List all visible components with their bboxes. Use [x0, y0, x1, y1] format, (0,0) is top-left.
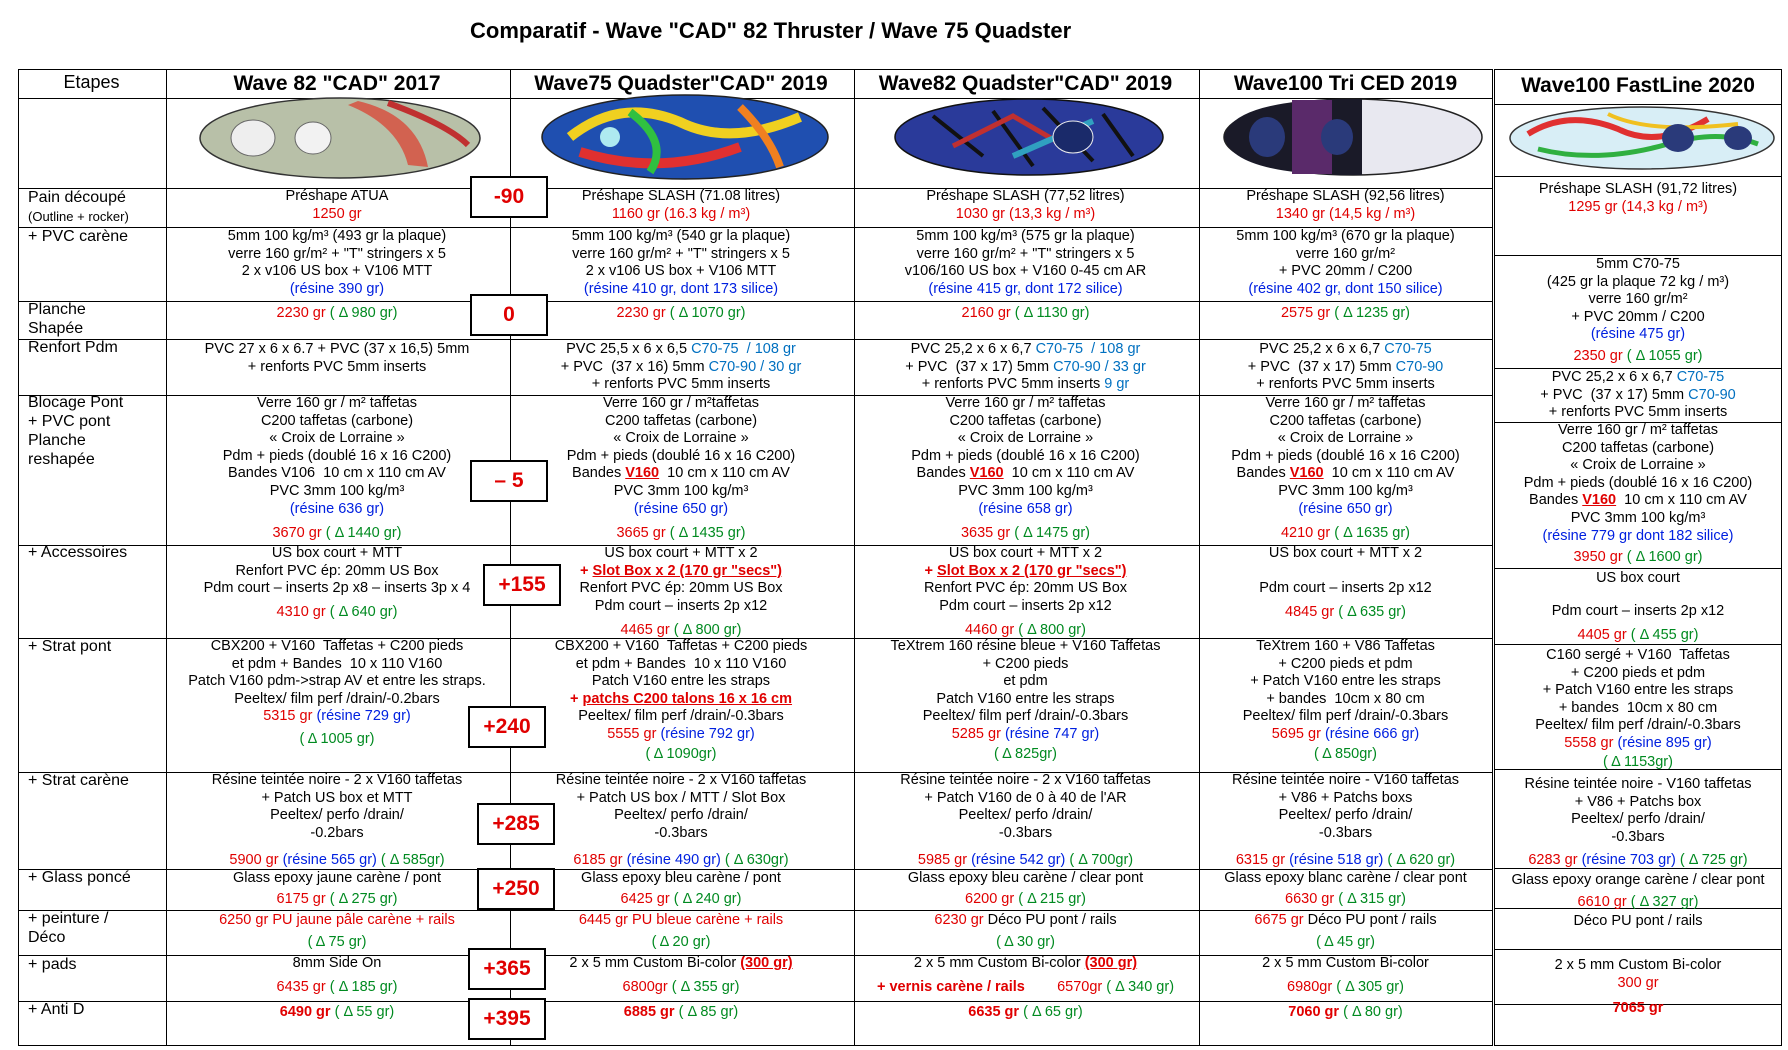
c3-stratpont-delta: ( Δ 825gr) — [994, 746, 1057, 762]
c2-peinture: 6445 gr PU bleue carène + rails — [578, 912, 784, 928]
c2-stratpont-delta: ( Δ 1090gr) — [645, 746, 717, 762]
board-image-1 — [198, 95, 482, 181]
c4-pain: Préshape SLASH (92,56 litres) 1340 gr (14,5 kg / m³) — [1246, 188, 1445, 222]
c5-stratcarene-weight: 6283 gr (résine 703 gr) ( Δ 725 gr) — [1528, 852, 1748, 868]
c4-peinture-delta: ( Δ 45 gr) — [1316, 934, 1375, 950]
c3-pads-weight: + vernis carène / rails 6570gr ( Δ 340 gr) — [876, 979, 1175, 995]
board-image-2 — [540, 92, 830, 182]
c2-antid: 6885 gr ( Δ 85 gr) — [623, 1004, 739, 1020]
c1-peinture-delta: ( Δ 75 gr) — [307, 934, 367, 950]
c5-antid: 7065 gr — [1612, 1000, 1664, 1016]
c5-accessoires-weight: 4405 gr ( Δ 455 gr) — [1577, 627, 1699, 643]
c3-blocage: Verre 160 gr / m² taffetas C200 taffetas (carbone) « Croix de Lorraine » Pdm + pieds (doublé 16 x 16 C200) Bandes V160 10 cm x 110 cm AV PVC 3mm 100 kg/m³ (résine 658 gr) — [911, 395, 1140, 517]
c5-glass-weight: 6610 gr ( Δ 327 gr) — [1577, 894, 1699, 910]
delta-glass: +250 — [477, 868, 555, 910]
delta-accessoires: +155 — [483, 564, 561, 606]
c5-pads: 2 x 5 mm Custom Bi-color 300 gr — [1554, 957, 1722, 991]
label-stratcarene: + Strat carène — [28, 772, 129, 789]
c2-glass: Glass epoxy bleu carène / pont — [581, 870, 781, 886]
label-stratpont: + Strat pont — [28, 638, 112, 655]
c5-pvc: 5mm C70-75 (425 gr la plaque 72 kg / m³) verre 160 gr/m² + PVC 20mm / C200 (résine 475 gr) — [1546, 256, 1730, 343]
header-etapes: Etapes — [63, 72, 120, 92]
c4-pvc: 5mm 100 kg/m³ (670 gr la plaque) verre 160 gr/m² + PVC 20mm / C200 (résine 402 gr, dont 150 silice) — [1236, 228, 1455, 297]
c2-pvc: 5mm 100 kg/m³ (540 gr la plaque) verre 160 gr/m² + "T" stringers x 5 2 x v106 US box + V106 MTT (résine 410 gr, dont 173 silice) — [571, 228, 791, 297]
c5-renfort: PVC 25,2 x 6 x 6,7 C70-75 + PVC (37 x 17) 5mm C70-90 + renforts PVC 5mm inserts — [1540, 369, 1736, 421]
c4-renfort: PVC 25,2 x 6 x 6,7 C70-75 + PVC (37 x 17) 5mm C70-90 + renforts PVC 5mm inserts — [1247, 341, 1444, 393]
c3-accessoires: US box court + MTT x 2 + Slot Box x 2 (170 gr "secs") Renfort PVC ép: 20mm US Box Pdm court – inserts 2p x12 — [923, 545, 1128, 614]
c5-accessoires-inserts: Pdm court – inserts 2p x12 — [1551, 603, 1725, 619]
delta-stratpont: +240 — [468, 706, 546, 748]
c4-stratpont-delta: ( Δ 850gr) — [1314, 746, 1377, 762]
c4-accessoires-inserts: Pdm court – inserts 2p x12 — [1259, 580, 1432, 596]
c1-glass-weight: 6175 gr ( Δ 275 gr) — [276, 891, 398, 907]
c1-pain: Préshape ATUA 1250 gr — [285, 188, 389, 222]
c4-accessoires-weight: 4845 gr ( Δ 635 gr) — [1285, 604, 1406, 620]
c5-stratcarene: Résine teintée noire - V160 taffetas + V86 + Patchs box Peeltex/ perfo /drain/ -0.3bars — [1524, 776, 1752, 845]
c4-accessoires: US box court + MTT x 2 — [1268, 545, 1423, 561]
c2-peinture-delta: ( Δ 20 gr) — [651, 934, 711, 950]
board-image-5 — [1508, 104, 1776, 172]
c5-accessoires: US box court — [1596, 570, 1680, 586]
c1-peinture: 6250 gr PU jaune pâle carène + rails — [219, 912, 455, 928]
c5-peinture: Déco PU pont / rails — [1573, 913, 1703, 929]
c5-shape: 2350 gr ( Δ 1055 gr) — [1573, 348, 1703, 364]
delta-blocage: – 5 — [470, 460, 548, 502]
c3-stratcarene: Résine teintée noire - 2 x V160 taffetas + Patch V160 de 0 à 40 de l'AR Peeltex/ perfo /drain/ -0.3bars — [900, 772, 1151, 841]
c4-pads: 2 x 5 mm Custom Bi-color — [1262, 955, 1429, 971]
c2-blocage: Verre 160 gr / m²taffetas C200 taffetas (carbone) « Croix de Lorraine » Pdm + pieds (doublé 16 x 16 C200) Bandes V160 10 cm x 110 cm AV PVC 3mm 100 kg/m³ (résine 650 gr) — [566, 395, 796, 517]
c4-glass-weight: 6630 gr ( Δ 315 gr) — [1285, 891, 1406, 907]
c1-pads: 8mm Side On — [292, 955, 382, 971]
page-title: Comparatif - Wave "CAD" 82 Thruster / Wave 75 Quadster — [470, 18, 1072, 43]
c4-stratcarene: Résine teintée noire - V160 taffetas + V86 + Patchs boxs Peeltex/ perfo /drain/ -0.3bars — [1231, 772, 1460, 841]
c4-pads-weight: 6980gr ( Δ 305 gr) — [1287, 979, 1404, 995]
c3-stratcarene-weight: 5985 gr (résine 542 gr) ( Δ 700gr) — [917, 852, 1134, 868]
c1-shape: 2230 gr ( Δ 980 gr) — [276, 305, 398, 321]
delta-pads: +365 — [468, 948, 546, 990]
board-image-4 — [1222, 96, 1484, 178]
c4-stratcarene-weight: 6315 gr (résine 518 gr) ( Δ 620 gr) — [1235, 852, 1456, 868]
label-pads: + pads — [28, 956, 77, 973]
header-col1: Wave 82 "CAD" 2017 — [233, 72, 441, 95]
label-peinture: + peinture / Déco — [28, 910, 109, 946]
c3-peinture: 6230 gr Déco PU pont / rails — [934, 912, 1117, 928]
label-planche: Planche Shapée — [28, 301, 86, 337]
c2-pain: Préshape SLASH (71.08 litres) 1160 gr (16.3 kg / m³) — [581, 188, 781, 222]
c2-accessoires: US box court + MTT x 2 + Slot Box x 2 (170 gr "secs") Renfort PVC ép: 20mm US Box Pdm court – inserts 2p x12 — [579, 545, 783, 614]
c2-pads-weight: 6800gr ( Δ 355 gr) — [622, 979, 740, 995]
c3-glass: Glass epoxy bleu carène / clear pont — [907, 870, 1144, 886]
c3-renfort: PVC 25,2 x 6 x 6,7 C70-75 / 108 gr + PVC (37 x 17) 5mm C70-90 / 33 gr + renforts PVC 5mm inserts 9 gr — [905, 341, 1146, 393]
header-col5: Wave100 FastLine 2020 — [1521, 74, 1755, 97]
c2-glass-weight: 6425 gr ( Δ 240 gr) — [620, 891, 742, 907]
c1-blocage: Verre 160 gr / m² taffetas C200 taffetas (carbone) « Croix de Lorraine » Pdm + pieds (doublé 16 x 16 C200) Bandes V106 10 cm x 110 cm AV PVC 3mm 100 kg/m³ (résine 636 gr) — [222, 395, 452, 517]
c3-pads: 2 x 5 mm Custom Bi-color (300 gr) — [913, 955, 1138, 971]
header-col2: Wave75 Quadster"CAD" 2019 — [534, 72, 828, 95]
c2-stratcarene: Résine teintée noire - 2 x V160 taffetas + Patch US box / MTT / Slot Box Peeltex/ perfo /drain/ -0.3bars — [555, 772, 807, 841]
c3-accessoires-weight: 4460 gr ( Δ 800 gr) — [965, 622, 1086, 638]
label-pain: Pain découpé (Outline + rocker) — [28, 189, 129, 224]
c1-stratpont: CBX200 + V160 Taffetas + C200 pieds et pdm + Bandes 10 x 110 V160 Patch V160 pdm->strap AV et entre les straps. Peeltex/ film perf /drain/-0.2bars 5315 gr (résine 729 gr) — [188, 638, 486, 725]
c1-accessoires: US box court + MTT Renfort PVC ép: 20mm US Box Pdm court – inserts 2p x8 – inserts 3p x 4 — [203, 545, 471, 597]
c3-peinture-delta: ( Δ 30 gr) — [996, 934, 1055, 950]
c3-antid: 6635 gr ( Δ 65 gr) — [968, 1004, 1083, 1020]
c2-stratpont: CBX200 + V160 Taffetas + C200 pieds et pdm + Bandes 10 x 110 V160 Patch V160 entre les straps + patchs C200 talons 16 x 16 cm Peeltex/ film perf /drain/-0.3bars 5555 gr (résine 792 gr) — [554, 638, 808, 742]
delta-pain: -90 — [470, 176, 548, 218]
c2-blocage-weight: 3665 gr ( Δ 1435 gr) — [616, 525, 746, 541]
label-renfort: Renfort Pdm — [28, 339, 118, 356]
c5-blocage: Verre 160 gr / m² taffetas C200 taffetas (carbone) « Croix de Lorraine » Pdm + pieds (doublé 16 x 16 C200) Bandes V160 10 cm x 110 cm AV PVC 3mm 100 kg/m³ (résine 779 gr dont 182 silice) — [1523, 422, 1753, 544]
c2-pads: 2 x 5 mm Custom Bi-color (300 gr) — [569, 955, 793, 971]
c2-accessoires-weight: 4465 gr ( Δ 800 gr) — [620, 622, 742, 638]
c2-renfort: PVC 25,5 x 6 x 6,5 C70-75 / 108 gr + PVC (37 x 16) 5mm C70-90 / 30 gr + renforts PVC 5mm inserts — [560, 341, 802, 393]
c4-glass: Glass epoxy blanc carène / clear pont — [1224, 870, 1467, 886]
delta-stratcarene: +285 — [477, 803, 555, 845]
c3-pain: Préshape SLASH (77,52 litres) 1030 gr (13,3 kg / m³) — [926, 188, 1125, 222]
delta-antid: +395 — [468, 998, 546, 1040]
c5-blocage-weight: 3950 gr ( Δ 1600 gr) — [1573, 549, 1703, 565]
c1-pads-weight: 6435 gr ( Δ 185 gr) — [276, 979, 398, 995]
c2-shape: 2230 gr ( Δ 1070 gr) — [616, 305, 746, 321]
c4-antid: 7060 gr ( Δ 80 gr) — [1288, 1004, 1403, 1020]
delta-shape: 0 — [470, 294, 548, 336]
c3-blocage-weight: 3635 gr ( Δ 1475 gr) — [960, 525, 1090, 541]
header-col3: Wave82 Quadster"CAD" 2019 — [878, 72, 1173, 95]
label-glass: + Glass poncé — [28, 869, 131, 886]
label-pvc: + PVC carène — [28, 228, 129, 245]
c3-pvc: 5mm 100 kg/m³ (575 gr la plaque) verre 160 gr/m² + "T" stringers x 5 v106/160 US box + V160 0-45 cm AR (résine 415 gr, dont 172 silice) — [904, 228, 1147, 297]
board-image-3 — [893, 96, 1165, 178]
c4-blocage: Verre 160 gr / m² taffetas C200 taffetas (carbone) « Croix de Lorraine » Pdm + pieds (doublé 16 x 16 C200) Bandes V160 10 cm x 110 cm AV PVC 3mm 100 kg/m³ (résine 650 gr) — [1231, 395, 1460, 517]
c4-stratpont: TeXtrem 160 + V86 Taffetas + C200 pieds et pdm + Patch V160 entre les straps + bandes 10cm x 80 cm Peeltex/ film perf /drain/-0.3bars 5695 gr (résine 666 gr) — [1242, 638, 1449, 742]
c3-stratpont: TeXtrem 160 résine bleue + V160 Taffetas + C200 pieds et pdm Patch V160 entre les straps Peeltex/ film perf /drain/-0.3bars 5285 gr (résine 747 gr) — [890, 638, 1161, 742]
c5-stratpont-delta: ( Δ 1153gr) — [1603, 754, 1673, 770]
c1-stratcarene-weight: 5900 gr (résine 565 gr) ( Δ 585gr) — [229, 852, 445, 868]
c1-stratcarene: Résine teintée noire - 2 x V160 taffetas + Patch US box et MTT Peeltex/ perfo /drain/ -0.2bars — [211, 772, 463, 841]
c3-shape: 2160 gr ( Δ 1130 gr) — [961, 305, 1090, 321]
c1-pvc: 5mm 100 kg/m³ (493 gr la plaque) verre 160 gr/m² + "T" stringers x 5 2 x v106 US box + V106 MTT (résine 390 gr) — [227, 228, 447, 297]
c5-stratpont: C160 sergé + V160 Taffetas + C200 pieds et pdm + Patch V160 entre les straps + bandes 10cm x 80 cm Peeltex/ film perf /drain/-0.3bars 5558 gr (résine 895 gr) — [1535, 647, 1741, 751]
c1-antid: 6490 gr ( Δ 55 gr) — [279, 1004, 395, 1020]
c5-pain: Préshape SLASH (91,72 litres) 1295 gr (14,3 kg / m³) — [1538, 181, 1738, 215]
c5-glass: Glass epoxy orange carène / clear pont — [1511, 872, 1765, 888]
c1-stratpont-delta: ( Δ 1005 gr) — [299, 731, 375, 747]
c1-accessoires-weight: 4310 gr ( Δ 640 gr) — [276, 604, 398, 620]
c1-glass: Glass epoxy jaune carène / pont — [233, 870, 441, 886]
c1-blocage-weight: 3670 gr ( Δ 1440 gr) — [272, 525, 402, 541]
c3-glass-weight: 6200 gr ( Δ 215 gr) — [965, 891, 1086, 907]
c4-shape: 2575 gr ( Δ 1235 gr) — [1280, 305, 1410, 321]
c4-blocage-weight: 4210 gr ( Δ 1635 gr) — [1280, 525, 1410, 541]
label-antid: + Anti D — [28, 1001, 85, 1018]
c2-stratcarene-weight: 6185 gr (résine 490 gr) ( Δ 630gr) — [573, 852, 789, 868]
header-col4: Wave100 Tri CED 2019 — [1233, 72, 1458, 95]
c1-renfort: PVC 27 x 6 x 6.7 + PVC (37 x 16,5) 5mm + renforts PVC 5mm inserts — [204, 341, 470, 375]
label-blocage: Blocage Pont + PVC pont Planche reshapée — [28, 394, 124, 468]
c4-peinture: 6675 gr Déco PU pont / rails — [1254, 912, 1437, 928]
label-accessoires: + Accessoires — [28, 544, 128, 561]
